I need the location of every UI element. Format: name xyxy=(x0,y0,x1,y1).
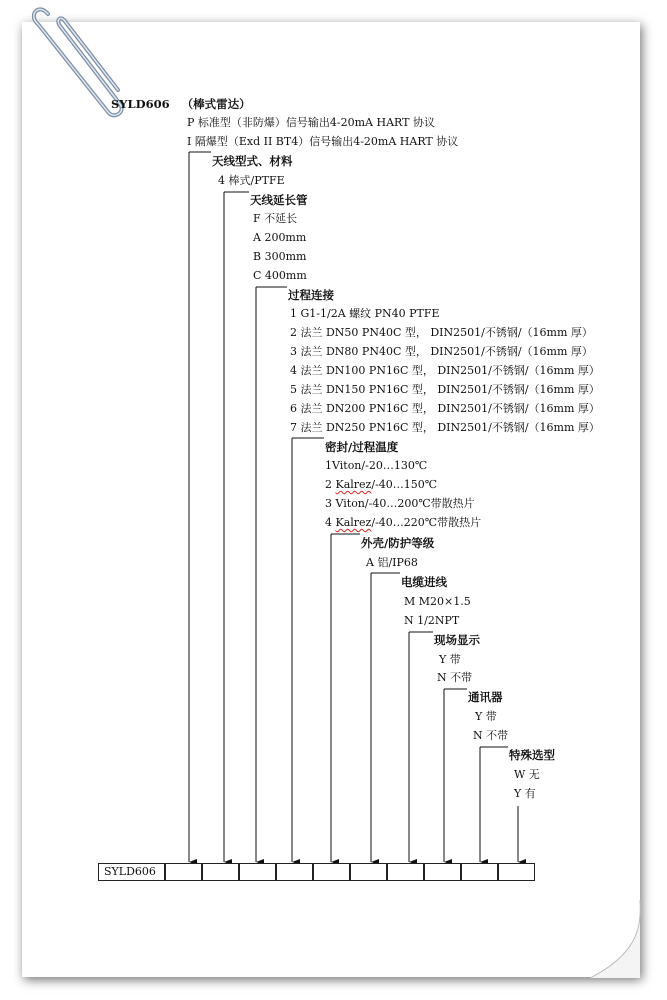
process-option: 2 法兰 DN50 PN40C 型， DIN2501/不锈钢/（16mm 厚） xyxy=(290,326,593,339)
option-explosion-proof: I 隔爆型（Exd II BT4）信号输出4-20mA HART 协议 xyxy=(187,135,459,148)
code-cell xyxy=(313,863,350,881)
process-title: 过程连接 xyxy=(288,288,334,302)
process-option: 6 法兰 DN200 PN16C 型， DIN2501/不锈钢/（16mm 厚） xyxy=(290,402,600,415)
model-code-cell: SYLD606 xyxy=(98,863,165,881)
code-cell xyxy=(498,863,535,881)
code-cell xyxy=(202,863,239,881)
code-cell xyxy=(276,863,313,881)
process-option: 1 G1-1/2A 螺纹 PN40 PTFE xyxy=(290,307,440,320)
model-type: （棒式雷达） xyxy=(181,97,251,111)
cable-title: 电缆进线 xyxy=(401,575,447,589)
display-option: N 不带 xyxy=(437,671,473,684)
code-cell xyxy=(387,863,424,881)
extension-option: F 不延长 xyxy=(253,212,298,225)
extension-option: B 300mm xyxy=(253,250,307,263)
process-option: 3 法兰 DN80 PN40C 型， DIN2501/不锈钢/（16mm 厚） xyxy=(290,345,593,358)
option-standard: P 标准型（非防爆）信号输出4-20mA HART 协议 xyxy=(187,116,435,129)
process-option: 5 法兰 DN150 PN16C 型， DIN2501/不锈钢/（16mm 厚） xyxy=(290,383,600,396)
cable-option: N 1/2NPT xyxy=(404,614,460,627)
extension-option: C 400mm xyxy=(253,269,307,282)
extension-title: 天线延长管 xyxy=(250,193,308,207)
antenna-option: 4 棒式/PTFE xyxy=(218,174,285,187)
process-option: 7 法兰 DN250 PN16C 型， DIN2501/不锈钢/（16mm 厚） xyxy=(290,421,600,434)
comm-option: N 不带 xyxy=(473,729,509,742)
housing-title: 外壳/防护等级 xyxy=(361,536,435,550)
housing-option: A 铝/IP68 xyxy=(366,556,418,569)
special-option: Y 有 xyxy=(514,787,536,800)
code-cell xyxy=(461,863,498,881)
seal-option: 2 Kalrez/-40…150℃ xyxy=(325,478,438,491)
special-title: 特殊选型 xyxy=(509,748,555,762)
cable-option: M M20×1.5 xyxy=(404,595,471,608)
seal-option: 1Viton/-20…130℃ xyxy=(325,459,428,472)
model-code: SYLD606 xyxy=(111,97,170,111)
seal-option: 3 Viton/-40…200℃带散热片 xyxy=(325,497,475,510)
comm-option: Y 带 xyxy=(475,710,497,723)
process-option: 4 法兰 DN100 PN16C 型， DIN2501/不锈钢/（16mm 厚） xyxy=(290,364,600,377)
seal-option: 4 Kalrez/-40…220℃带散热片 xyxy=(325,516,482,529)
antenna-title: 天线型式、材料 xyxy=(212,154,293,168)
code-cell xyxy=(350,863,387,881)
comm-title: 通讯器 xyxy=(468,690,503,704)
code-cell xyxy=(239,863,276,881)
code-cell xyxy=(424,863,461,881)
display-title: 现场显示 xyxy=(434,633,480,647)
extension-option: A 200mm xyxy=(253,231,307,244)
display-option: Y 带 xyxy=(439,653,461,666)
special-option: W 无 xyxy=(514,768,540,781)
seal-title: 密封/过程温度 xyxy=(325,440,399,454)
code-cell xyxy=(165,863,202,881)
